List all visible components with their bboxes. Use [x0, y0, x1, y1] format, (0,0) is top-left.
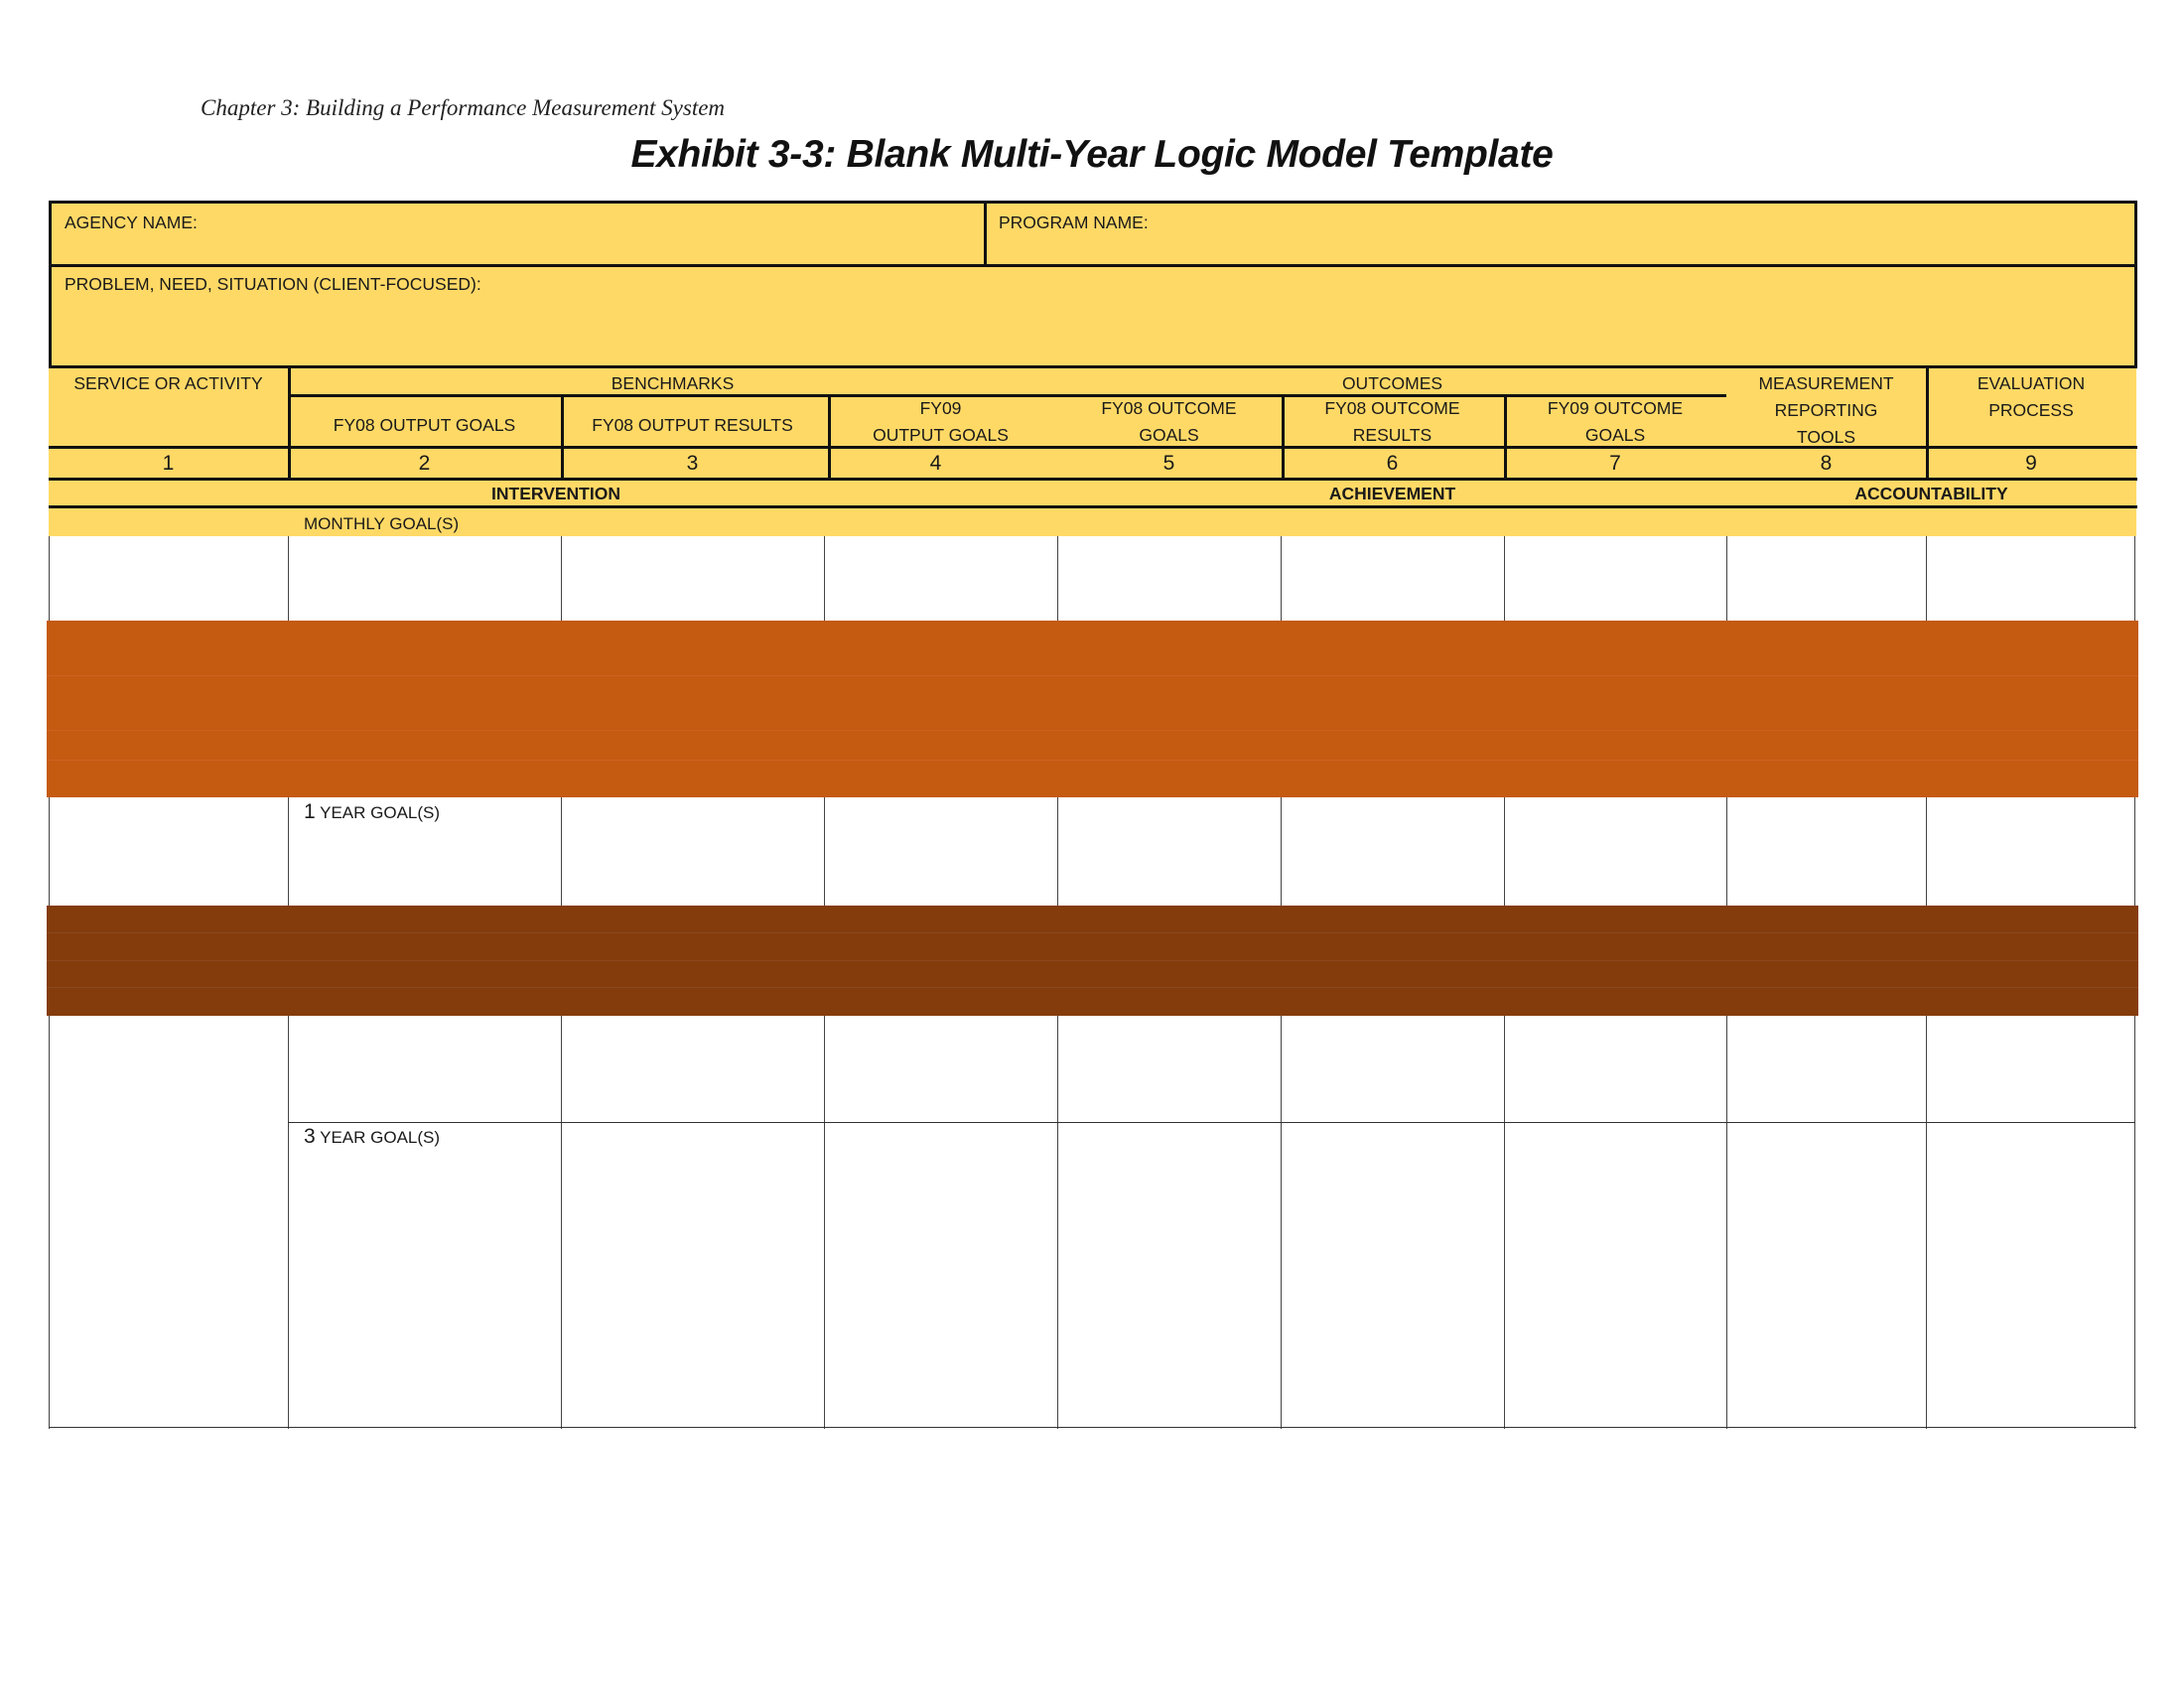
- header-outcomes: OUTCOMES: [1341, 373, 1443, 393]
- three-year-goals-row[interactable]: [50, 1123, 2134, 1427]
- column-number-5: 5: [1162, 452, 1175, 475]
- section-achievement: ACHIEVEMENT: [1328, 484, 1456, 503]
- header-measurement: [1726, 370, 1926, 451]
- header-service-or-activity: SERVICE OR ACTIVITY: [73, 373, 263, 393]
- column-number-2: 2: [418, 452, 431, 475]
- column-number-4: 4: [929, 452, 942, 475]
- column-number-1: 1: [162, 452, 175, 475]
- column-number-8: 8: [1820, 452, 1833, 475]
- header-fy08-output-goals: FY08 OUTPUT GOALS: [333, 415, 516, 435]
- table-left-border-top: [49, 201, 52, 367]
- row-divider-numbers: [49, 478, 2137, 481]
- header-fy08-outcome-results-line2: RESULTS: [1352, 425, 1433, 445]
- header-measurement-line3: TOOLS: [1796, 427, 1855, 447]
- three-year-row-divider: [288, 1122, 2135, 1123]
- page-title: Exhibit 3-3: Blank Multi-Year Logic Model Template: [630, 133, 1554, 176]
- header-fy09-output-goals: [824, 395, 1057, 449]
- agency-name-label: AGENCY NAME:: [65, 212, 198, 232]
- column-number-7: 7: [1609, 452, 1621, 475]
- chapter-header: Chapter 3: Building a Performance Measurement System: [201, 95, 726, 120]
- header-fy08-outcome-goals-line1: FY08 OUTCOME: [1101, 398, 1237, 418]
- header-col-divider: [1926, 365, 1929, 480]
- section-accountability: ACCOUNTABILITY: [1854, 484, 2008, 503]
- header-evaluation-line1: EVALUATION: [1977, 373, 2086, 393]
- header-fy08-outcome-results: [1281, 395, 1504, 449]
- header-col-divider: [828, 394, 831, 480]
- problem-label: PROBLEM, NEED, SITUATION (CLIENT-FOCUSED):: [65, 274, 481, 294]
- row-divider-group-headers: [288, 394, 1726, 397]
- header-evaluation-line2: PROCESS: [1988, 400, 2074, 420]
- header-col-divider: [288, 365, 291, 480]
- orange-band-cover: [47, 621, 2138, 797]
- three-year-number: 3: [304, 1125, 316, 1148]
- header-fy08-outcome-goals: [1057, 395, 1281, 449]
- program-name-field[interactable]: [988, 205, 2133, 264]
- header-benchmarks: BENCHMARKS: [611, 373, 735, 393]
- section-intervention: INTERVENTION: [491, 484, 620, 503]
- monthly-goals-label: MONTHLY GOAL(S): [304, 514, 460, 533]
- header-fy09-outcome-goals-line1: FY09 OUTCOME: [1547, 398, 1684, 418]
- row-divider-sections: [49, 505, 2137, 508]
- row-divider-problem: [49, 365, 2137, 368]
- column-number-9: 9: [2025, 452, 2037, 475]
- header-measurement-line1: MEASUREMENT: [1758, 373, 1894, 393]
- header-fy08-outcome-goals-line2: GOALS: [1139, 425, 1199, 445]
- table-right-border-top: [2134, 201, 2137, 367]
- header-fy09-outcome-goals: [1504, 395, 1726, 449]
- header-fy09-outcome-goals-line2: GOALS: [1584, 425, 1646, 445]
- program-name-label: PROGRAM NAME:: [999, 212, 1149, 232]
- header-col-divider: [1504, 394, 1507, 480]
- one-year-text: YEAR GOAL(S): [320, 803, 441, 822]
- row-divider-agency: [49, 264, 2137, 267]
- header-fy09-line2: OUTPUT GOALS: [873, 425, 1009, 445]
- monthly-goals-row[interactable]: [50, 537, 2134, 620]
- row-divider-subheaders: [49, 446, 2137, 449]
- one-year-number: 1: [304, 800, 316, 823]
- table-bottom-border: [49, 1427, 2136, 1428]
- header-fy08-output-results: FY08 OUTPUT RESULTS: [592, 415, 793, 435]
- header-col-divider: [1282, 394, 1285, 480]
- header-col-divider: [561, 394, 564, 480]
- header-measurement-line2: REPORTING: [1774, 400, 1878, 420]
- header-fy09-line1: FY09: [919, 398, 962, 418]
- column-number-6: 6: [1386, 452, 1399, 475]
- column-number-3: 3: [686, 452, 699, 475]
- one-year-goals-row[interactable]: [50, 798, 2134, 905]
- header-fy08-outcome-results-line1: FY08 OUTCOME: [1324, 398, 1460, 418]
- header-evaluation: [1926, 370, 2136, 424]
- three-year-text: YEAR GOAL(S): [320, 1128, 441, 1147]
- table-top-border: [49, 201, 2137, 204]
- brown-band-cover: [47, 906, 2138, 1016]
- divider-agency-program: [984, 201, 987, 266]
- interim-goals-row[interactable]: [50, 1017, 2134, 1121]
